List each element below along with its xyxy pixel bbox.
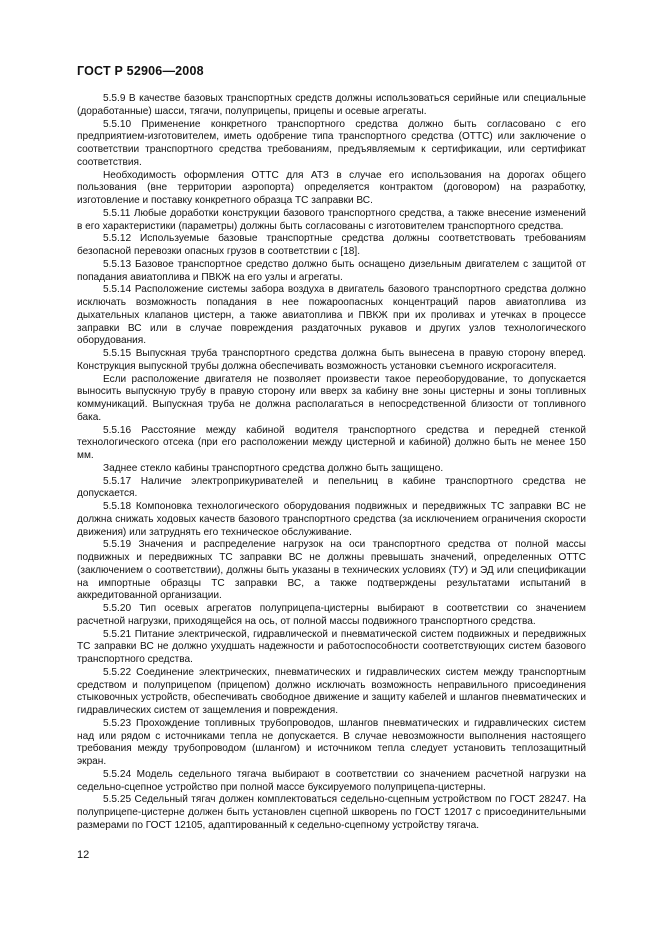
paragraph-ottс-note: Необходимость оформления ОТТС для АТЗ в случае его использования на дорогах общего пользования (вне территории аэропорта) определяется контрактом (договором) на разработку, изготовление и поставку конкретного образца ТС заправки ВС. — [77, 169, 586, 206]
paragraph-5-5-19: 5.5.19 Значения и распределение нагрузок на оси транспортного средства от полной массы подвижных и передвижных ТС заправки ВС не должны превышать значений, определенных ОТТС (заключением о соответствии), должны быть указаны в технических условиях (ТУ) и ЭД или спецификации на импортные образцы ТС заправки ВС, а также подтверждены результатами испытаний в аккредитованной организации. — [77, 539, 586, 602]
paragraph-5-5-12: 5.5.12 Используемые базовые транспортные средства должны соответствовать требованиям безопасной перевозки опасных грузов в соответствии с [18]. — [77, 233, 586, 257]
paragraph-5-5-11: 5.5.11 Любые доработки конструкции базового транспортного средства, а также внесение изменений в его характеристики (параметры) должны быть согласованы с изготовителем транспортного средства. — [77, 207, 586, 232]
paragraph-5-5-24: 5.5.24 Модель седельного тягача выбирают в соответствии со значением расчетной нагрузки на седельно-сцепное устройство при полной массе буксируемого полуприцепа-цистерны. — [77, 768, 586, 793]
paragraph-5-5-18: 5.5.18 Компоновка технологического оборудования подвижных и передвижных ТС заправки ВС не должна снижать ходовых качеств базового транспортного средства (за исключением ограничения скорости движения) или затруднять его техническое обслуживание. — [77, 501, 586, 538]
paragraph-5-5-15: 5.5.15 Выпускная труба транспортного средства должна быть вынесена в правую сторону вперед. Конструкция выпускной трубы должна обеспечивать возможность установки съемного искрогасителя. — [77, 348, 586, 372]
page-number: 12 — [77, 849, 90, 861]
document-body — [77, 93, 586, 833]
paragraph-5-5-10: 5.5.10 Применение конкретного транспортного средства должно быть согласовано с его предприятием-изготовителем, иметь одобрение типа транспортного средства (ОТТС) или заключение о соответствии транспортного средства требованиям, предъявляемым к сертификации, или сертификат соответствия. — [77, 118, 586, 168]
paragraph-5-5-16: 5.5.16 Расстояние между кабиной водителя транспортного средства и передней стенкой технологического отсека (при его расположении между цистерной и кабиной) должно быть не менее 150 мм. — [77, 424, 586, 461]
paragraph-5-5-25: 5.5.25 Седельный тягач должен комплектоваться седельно-сцепным устройством по ГОСТ 28247. На полуприцепе-цистерне должен быть установлен сцепной шкворень по ГОСТ 12017 с присоединительными размерами по ГОСТ 12105, адаптированный к седельно-сцепному устройству тягача. — [77, 794, 586, 831]
paragraph-5-5-23: 5.5.23 Прохождение топливных трубопроводов, шлангов пневматических и гидравлических систем над или рядом с источниками тепла не допускается. В случае невозможности выполнения настоящего требования между трубопроводом (шлангом) и источником тепла следует установить теплозащитный экран. — [77, 717, 586, 767]
paragraph-5-5-14: 5.5.14 Расположение системы забора воздуха в двигатель базового транспортного средства должно исключать возможность попадания в нее пожароопасных концентраций паров авиатоплива из дыхательных клапанов цистерн, а также авиатоплива и ПВКЖ при их проливах и утечках в процессе заправки ВС или в случае повреждения раздаточных рукавов и других узлов технологического оборудования. — [77, 284, 586, 347]
paragraph-5-5-17: 5.5.17 Наличие электроприкуривателей и пепельниц в кабине транспортного средства не допускается. — [77, 475, 586, 500]
paragraph-5-5-13: 5.5.13 Базовое транспортное средство должно быть оснащено дизельным двигателем с защитой от попадания авиатоплива и ПВКЖ на его узлы и агрегаты. — [77, 258, 586, 283]
document-header: ГОСТ Р 52906—2008 — [77, 64, 204, 78]
paragraph-5-5-22: 5.5.22 Соединение электрических, пневматических и гидравлических систем между транспортным средством и полуприцепом (прицепом) должно исключать возможность неправильного присоединения стыковочных устройств, обеспечивать свободное движение и защиту кабелей и шлангов пневматических и гидравлических систем от защемления и повреждения. — [77, 666, 586, 716]
paragraph-5-5-9: 5.5.9 В качестве базовых транспортных средств должны использоваться серийные или специальные (доработанные) шасси, тягачи, полуприцепы, прицепы и осевые агрегаты. — [77, 93, 586, 117]
paragraph-5-5-20: 5.5.20 Тип осевых агрегатов полуприцепа-цистерны выбирают в соответствии со значением расчетной нагрузки, приходящейся на ось, от полной массы подвижного транспортного средства. — [77, 603, 586, 627]
paragraph-exhaust-note: Если расположение двигателя не позволяет произвести такое переоборудование, то допускается выносить выпускную трубу в правую сторону или вверх за кабину вне зоны цистерны и зоны топливных коммуникаций. Выпускная труба не должна располагаться в непосредственной близости от топливного бака. — [77, 373, 586, 423]
paragraph-rear-glass-note: Заднее стекло кабины транспортного средства должно быть защищено. — [103, 462, 444, 474]
paragraph-5-5-21: 5.5.21 Питание электрической, гидравлической и пневматической систем подвижных и передвижных ТС заправки ВС не должно ухудшать надежности и работоспособности соответствующих систем базового транспортного средства. — [77, 628, 586, 665]
